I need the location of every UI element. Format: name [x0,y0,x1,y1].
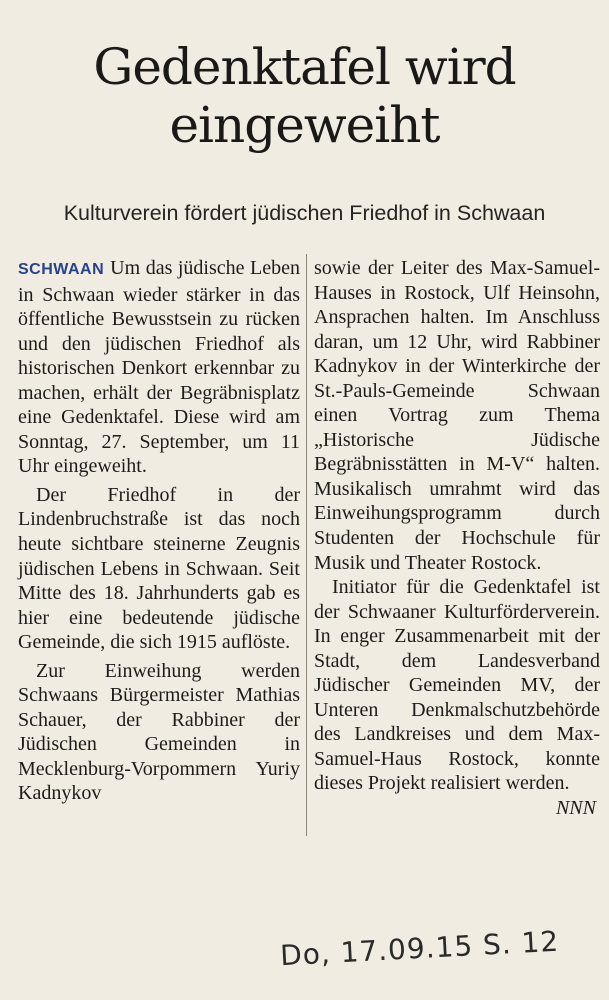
article-column-right [314,256,600,821]
byline: NNN [555,797,596,820]
paragraph-1 [18,256,300,479]
handwritten-date-note [250,924,570,988]
subheadline: Kulturverein fördert jüdischen Friedhof in Schwaan [63,201,546,225]
paragraph-3: Zur Einweihung werden Schwaans Bürgermeister Mathias Schauer, der Rabbiner der Jüdischen Gemeinden in Mecklenburg-Vorpommern Yuriy Kadnykov [18,659,300,805]
paragraph-5 [314,575,600,820]
headline: Gedenktafel wird eingeweiht [93,38,516,154]
column-divider [306,254,307,836]
article-column-left [18,256,300,806]
handwritten-note-text: Do, 17.09.15 S. 12 [279,924,560,973]
paragraph-4: sowie der Leiter des Max-Samuel-Hauses in Rostock, Ulf Heinsohn, Ansprachen halten. Im Anschluss daran, um 12 Uhr, wird Rabbiner Kadnykov in der Winterkirche der St.-Pauls-Gemeinde Schwaan einen Vortrag zum Thema „Historische Jüdische Begräbnisstätten in M-V“ halten. Musikalisch umrahmt wird das Einweihungsprogramm durch Studenten der Hochschule für Musik und Theater Rostock. [314,257,600,574]
paragraph-5-text: Initiator für die Gedenktafel ist der Schwaaner Kulturförderverein. In enger Zusammenarbeit mit der Stadt, dem Landesverband Jüdischer Gemeinden MV, der Unteren Denkmalschutzbehörde des Landkreises und dem Max-Samuel-Haus Rostock, konnte dieses Projekt realisiert werden. [314,576,600,795]
dateline: SCHWAAN [18,261,105,278]
paragraph-1-text: Um das jüdische Leben in Schwaan wieder stärker in das öffentliche Bewusstsein zu rücken und den jüdischen Friedhof als historischen Denkort erkennbar zu machen, erhält der Begräbnisplatz eine Gedenktafel. Diese wird am Sonntag, 27. September, um 11 Uhr eingeweiht. [18,257,300,478]
paragraph-2: Der Friedhof in der Lindenbruchstraße ist das noch heute sichtbare steinerne Zeugnis jüdischen Lebens in Schwaan. Seit Mitte des 18. Jahrhunderts gab es hier eine bedeutende jüdische Gemeinde, die sich 1915 auflöste. [18,483,300,654]
